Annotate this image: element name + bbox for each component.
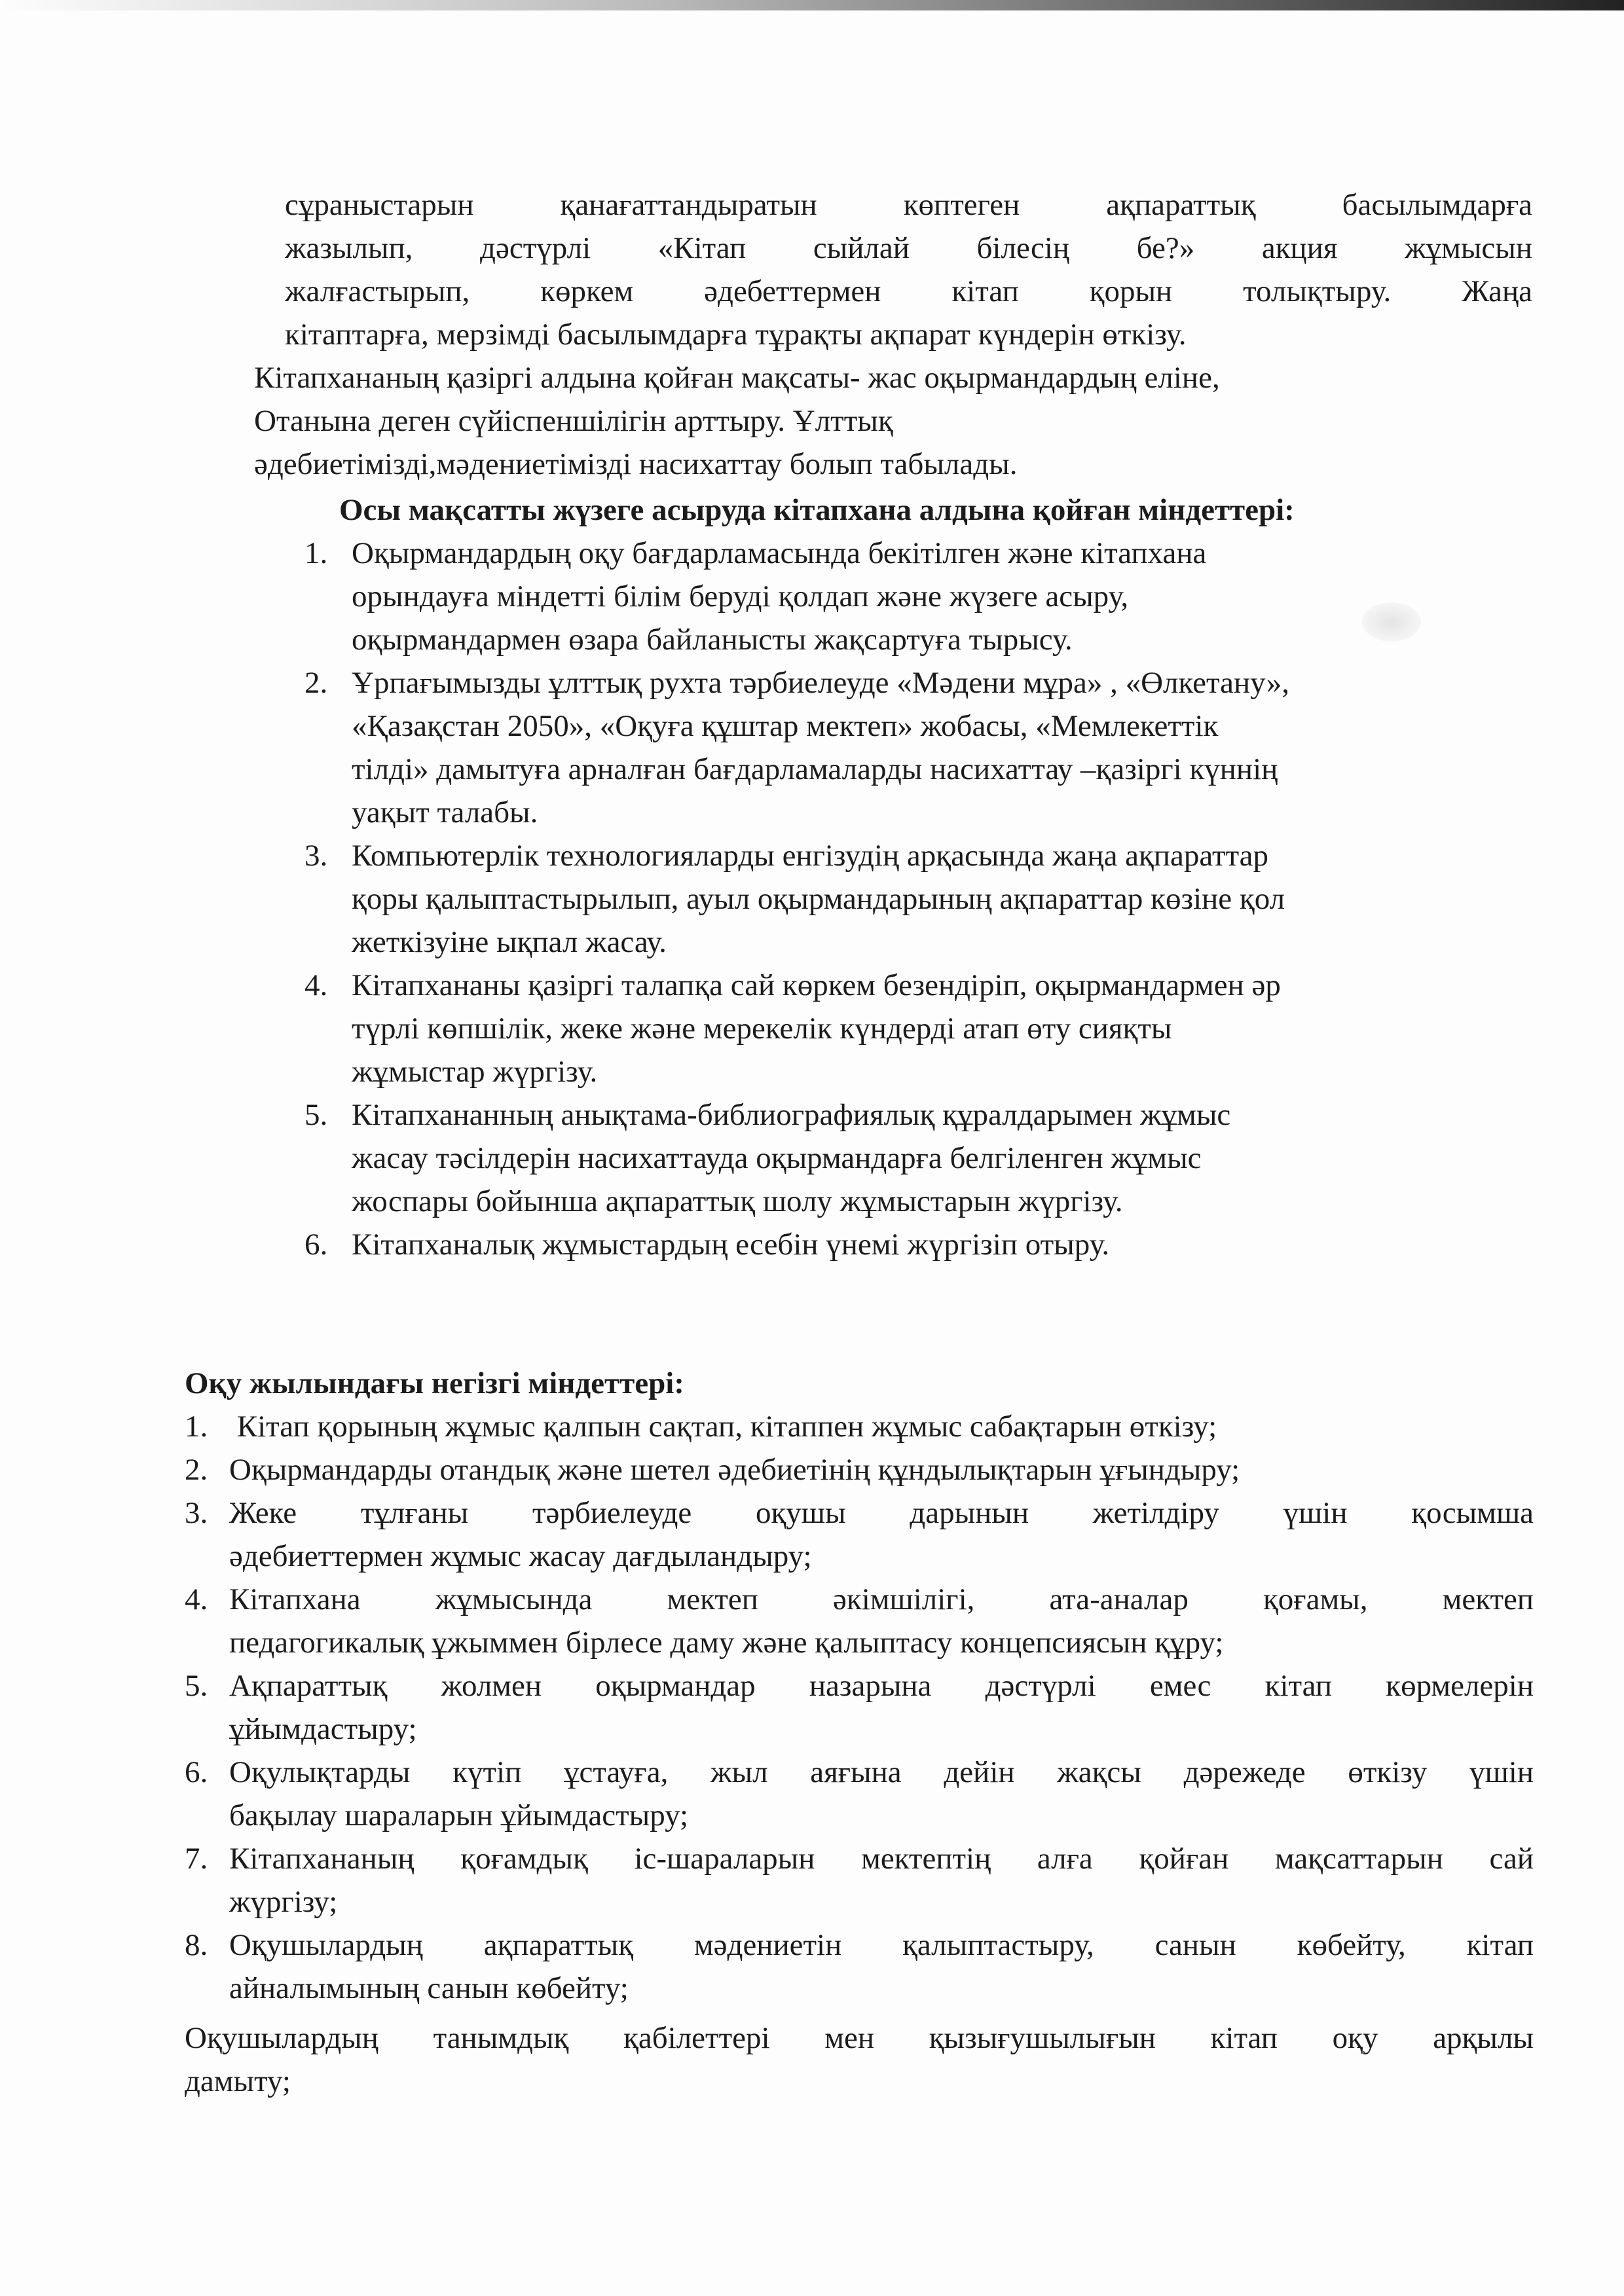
text-line: педагогикалық ұжыммен бірлесе даму және қалыптасу концепсиясын құру;	[229, 1626, 1224, 1660]
list-item	[185, 1923, 1534, 2010]
text-line: қоры қалыптастырылып, ауыл оқырмандарының ақпараттар көзіне қол	[352, 882, 1285, 916]
list-item	[185, 1405, 1534, 1448]
list-item	[304, 964, 1536, 1093]
list-item	[185, 1837, 1534, 1923]
text-line: Компьютерлік технологияларды енгізудің арқасында жаңа ақпараттар	[352, 839, 1269, 873]
text-line: сұраныстарын қанағаттандыратын көптеген ақпараттық басылымдарға	[285, 188, 1532, 222]
text-line: Оқырмандарды отандық және шетел әдебиетінің құндылықтарын ұғындыру;	[229, 1453, 1240, 1487]
text-line: тілді» дамытуға арналған бағдарламаларды насихаттау –қазіргі күннің	[352, 752, 1278, 786]
list-number: 6.	[304, 1228, 328, 1262]
list-item	[185, 1578, 1534, 1664]
text-line: Кітап қорының жұмыс қалпын сақтап, кітаппен жұмыс сабақтарын өткізу;	[229, 1410, 1217, 1444]
text-line: Ақпараттық жолмен оқырмандар назарына дәстүрлі емес кітап көрмелерін	[229, 1669, 1534, 1703]
list-item	[185, 1491, 1534, 1578]
text-line: жасау тәсілдерін насихаттауда оқырмандарға белгіленген жұмыс	[352, 1141, 1202, 1175]
text-line: Отанына деген сүйіспеншілігін арттыру. Ұлттық	[254, 404, 893, 438]
closing-paragraph	[185, 2016, 1534, 2103]
text-line: кітаптарға, мерзімді басылымдарға тұрақты ақпарат күндерін өткізу.	[285, 318, 1187, 352]
text-line: Кітапханалық жұмыстардың есебін үнемі жүргізіп отыру.	[352, 1228, 1110, 1262]
tasks-list	[304, 532, 1536, 1266]
list-number: 3.	[304, 839, 328, 873]
text-line: оқырмандармен өзара байланысты жақсартуға тырысу.	[352, 623, 1073, 657]
text-line: айналымының санын көбейту;	[229, 1971, 629, 2005]
text-line: дамыту;	[185, 2064, 291, 2098]
list-item	[304, 532, 1536, 661]
tasks-heading: Осы мақсатты жүзеге асыруда кітапхана алдына қойған міндеттері:	[339, 493, 1295, 527]
text-line: әдебиеттермен жұмыс жасау дағдыландыру;	[229, 1539, 812, 1573]
intro-paragraph	[285, 183, 1532, 356]
list-number: 6.	[185, 1755, 208, 1789]
list-number: 1.	[304, 536, 328, 570]
text-line: жеткізуіне ықпал жасау.	[352, 925, 667, 959]
text-line: Кітапхананың қоғамдық іс-шараларын мектептің алға қойған мақсаттарын сай	[229, 1842, 1534, 1876]
text-line: жүргізу;	[229, 1885, 338, 1919]
text-line: Кітапхананың қазіргі алдына қойған мақсаты- жас оқырмандардың еліне,	[254, 361, 1220, 395]
text-line: Оқушылардың танымдық қабілеттері мен қызығушылығын кітап оқу арқылы	[185, 2021, 1534, 2055]
list-item	[304, 661, 1536, 834]
text-line: уақыт талабы.	[352, 795, 538, 829]
list-item	[185, 1448, 1534, 1491]
text-line: Оқулықтарды күтіп ұстауға, жыл аяғына дейін жақсы дәрежеде өткізу үшін	[229, 1755, 1534, 1789]
list-number: 4.	[304, 968, 328, 1002]
yearly-heading: Оқу жылындағы негізгі міндеттері:	[185, 1366, 684, 1400]
text-line: Кітапхананның анықтама-библиографиялық құралдарымен жұмыс	[352, 1098, 1231, 1132]
list-number: 2.	[304, 666, 328, 700]
text-line: Оқырмандардың оқу бағдарламасында бекітілген және кітапхана	[352, 536, 1207, 570]
list-number: 8.	[185, 1928, 208, 1962]
text-line: Кітапхананы қазіргі талапқа сай көркем безендіріп, оқырмандармен әр	[352, 968, 1281, 1002]
list-item	[304, 834, 1536, 964]
yearly-tasks-list	[185, 1405, 1534, 2010]
text-line: жалғастырып, көркем әдебеттермен кітап қорын толықтыру. Жаңа	[285, 274, 1532, 308]
text-line: бақылау шараларын ұйымдастыру;	[229, 1798, 689, 1832]
list-item	[185, 1664, 1534, 1751]
list-number: 7.	[185, 1842, 208, 1876]
goal-paragraph	[254, 356, 1531, 486]
text-line: Ұрпағымызды ұлттық рухта тәрбиелеуде «Мәдени мұра» , «Өлкетану»,	[352, 666, 1290, 700]
text-line: түрлі көпшілік, жеке және мерекелік күндерді атап өту сияқты	[352, 1011, 1172, 1046]
text-line: Оқушылардың ақпараттық мәдениетін қалыптастыру, санын көбейту, кітап	[229, 1928, 1534, 1962]
list-item	[304, 1223, 1536, 1266]
text-line: «Қазақстан 2050», «Оқуға құштар мектеп» жобасы, «Мемлекеттік	[352, 709, 1219, 743]
list-number: 4.	[185, 1582, 208, 1616]
list-number: 3.	[185, 1496, 208, 1530]
text-line: жоспары бойынша ақпараттық шолу жұмыстарын жүргізу.	[352, 1184, 1123, 1218]
list-number: 2.	[185, 1453, 208, 1487]
list-number: 1.	[185, 1410, 208, 1444]
text-line: жұмыстар жүргізу.	[352, 1055, 598, 1089]
text-line: Кітапхана жұмысында мектеп әкімшілігі, ата-аналар қоғамы, мектеп	[229, 1582, 1534, 1616]
text-line: орындауға міндетті білім беруді қолдап және жүзеге асыру,	[352, 579, 1129, 613]
list-number: 5.	[304, 1098, 328, 1132]
text-line: Жеке тұлғаны тәрбиелеуде оқушы дарынын жетілдіру үшін қосымша	[229, 1496, 1534, 1530]
text-line: жазылып, дәстүрлі «Кітап сыйлай білесің бе?» акция жұмысын	[285, 231, 1532, 265]
text-line: әдебиетімізді,мәдениетімізді насихаттау болып табылады.	[254, 447, 1018, 481]
list-item	[185, 1751, 1534, 1837]
list-number: 5.	[185, 1669, 208, 1703]
scan-edge	[0, 0, 1624, 10]
text-line: ұйымдастыру;	[229, 1712, 417, 1746]
list-item	[304, 1093, 1536, 1223]
